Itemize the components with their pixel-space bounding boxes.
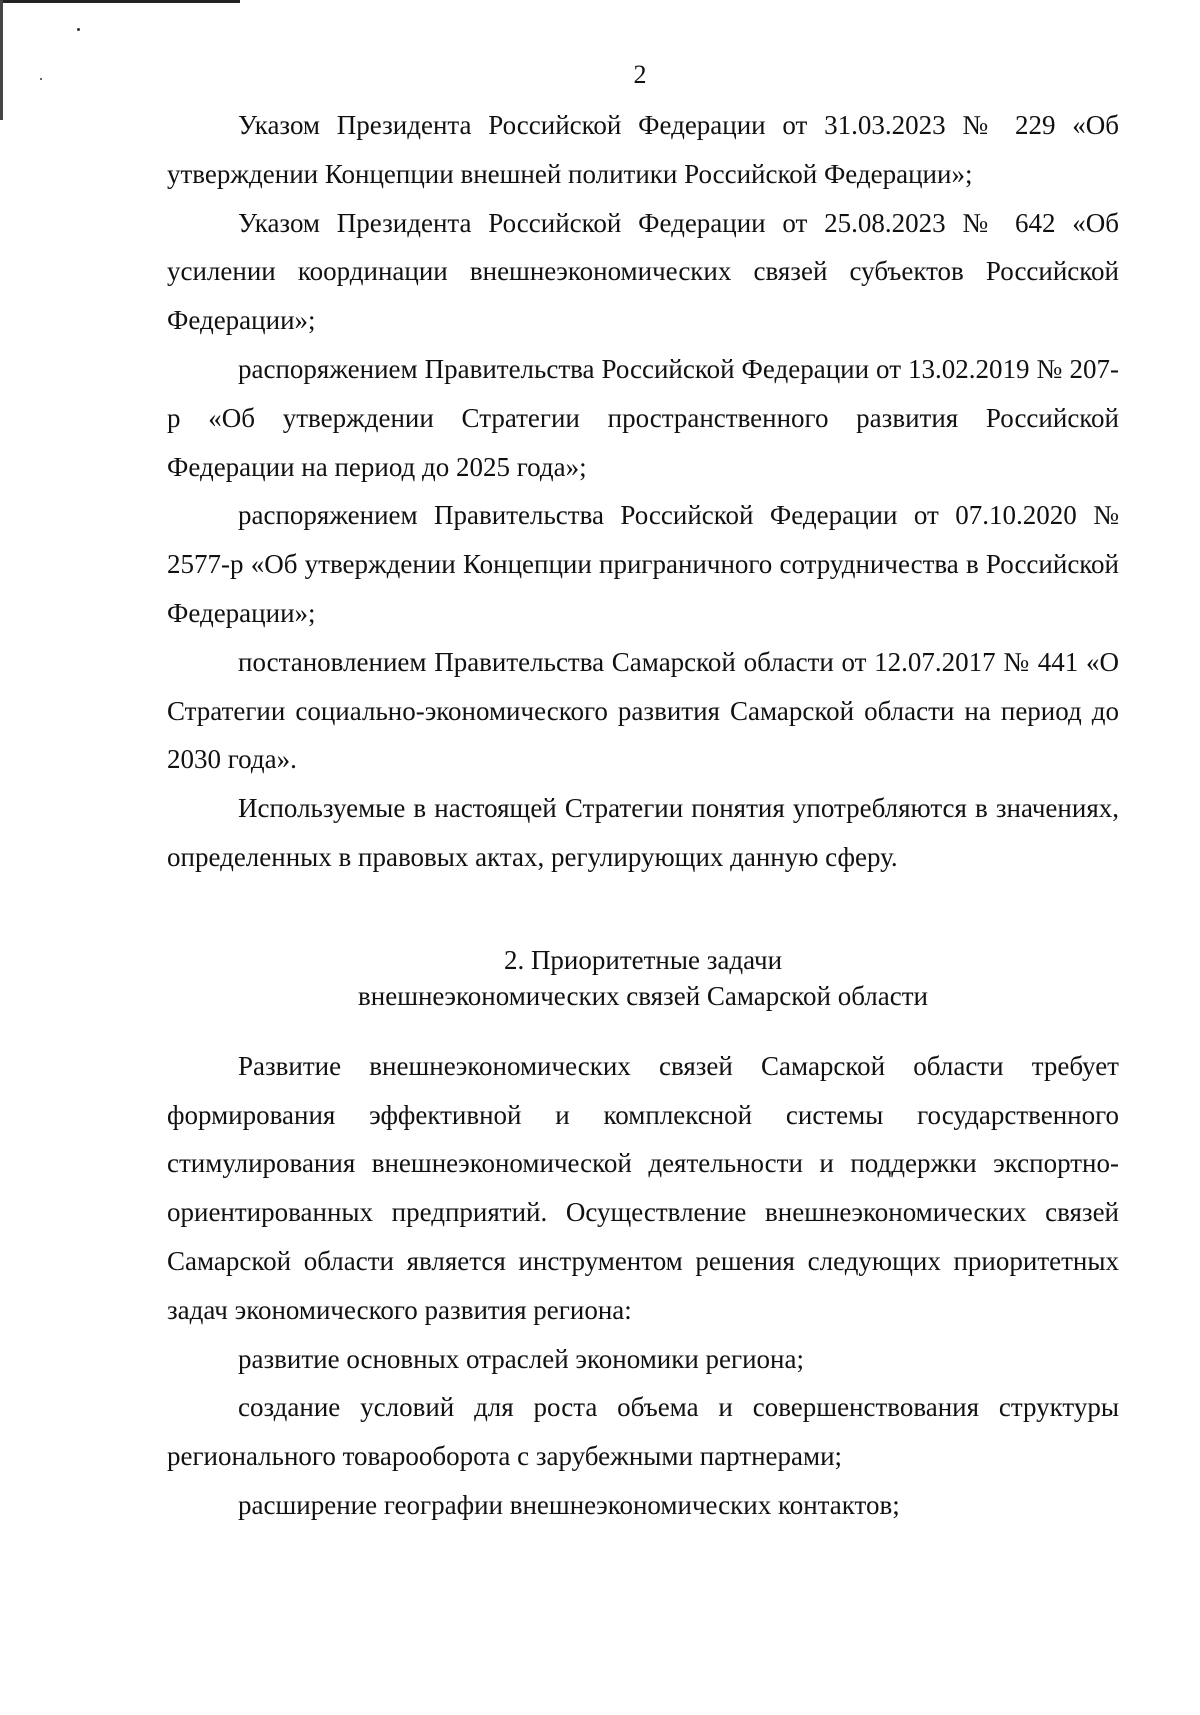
paragraph-decree-642: Указом Президента Российской Федерации от 25.08.2023 № 642 «Об усилении координации внешнеэкономических связей субъектов Российской Федерации»; (167, 207, 1119, 336)
section-heading-line-2: внешнеэкономических связей Самарской области (358, 980, 928, 1011)
scan-edge-top (0, 0, 240, 3)
section-heading (167, 942, 1119, 1014)
page-number: 2 (633, 60, 647, 89)
scan-speck (77, 28, 80, 31)
list-item-trade-turnover: создание условий для роста объема и совершенствования структуры регионального товарооборота с зарубежными партнерами; (167, 1392, 1119, 1472)
paragraph-order-2577r: распоряжением Правительства Российской Федерации от 07.10.2020 № 2577-р «Об утверждении Концепции приграничного сотрудничества в Российской Федерации»; (167, 500, 1119, 628)
paragraph-resolution-441: постановлением Правительства Самарской области от 12.07.2017 № 441 «О Стратегии социально-экономического развития Самарской области на период до 2030 года». (167, 646, 1119, 775)
section-spacer (167, 882, 1119, 942)
section-heading-line-1: 2. Приоритетные задачи (503, 944, 783, 975)
paragraph-decree-229: Указом Президента Российской Федерации от 31.03.2023 № 229 «Об утверждении Концепции внешней политики Российской Федерации»; (167, 110, 1119, 189)
heading-spacer (167, 1014, 1119, 1042)
paragraph-terms-usage: Используемые в настоящей Стратегии понятия употребляются в значениях, определенных в правовых актах, регулирующих данную сферу. (167, 793, 1119, 872)
list-item-geography: расширение географии внешнеэкономических контактов; (238, 1489, 900, 1520)
paragraph-order-207r: распоряжением Правительства Российской Федерации от 13.02.2019 № 207-р «Об утверждении Стратегии пространственного развития Российской Федерации на период до 2025 года»; (167, 353, 1119, 482)
document-body (167, 101, 1119, 1530)
paragraph-development-intro: Развитие внешнеэкономических связей Самарской области требует формирования эффективной и комплексной системы государственного стимулирования внешнеэкономической деятельности и поддержки экспортно-ориентированных предприятий. Осуществление внешнеэкономических связей Самарской области является инструментом решения следующих приоритетных задач экономического развития региона: (167, 1050, 1119, 1325)
list-item-industries: развитие основных отраслей экономики региона; (238, 1343, 804, 1374)
